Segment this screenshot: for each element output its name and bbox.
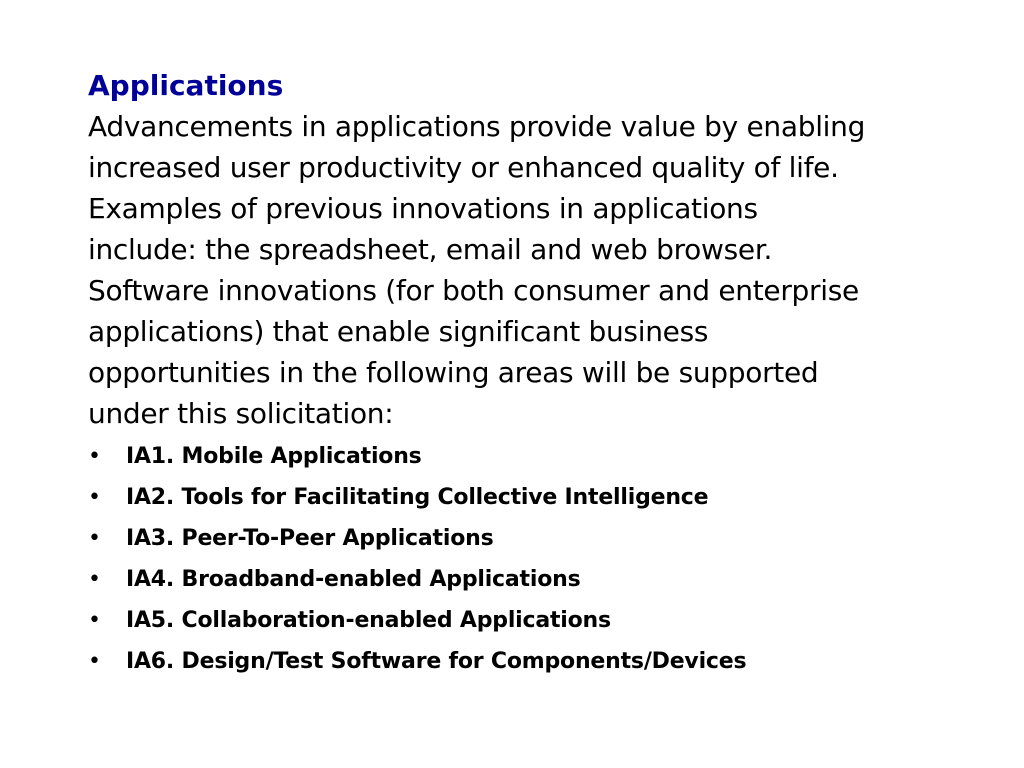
bullet-dot-icon: • <box>88 444 101 469</box>
body-line: include: the spreadsheet, email and web browser. <box>88 233 773 266</box>
bullet-item <box>88 444 964 485</box>
bullet-item <box>88 485 964 526</box>
bullet-item <box>88 608 964 649</box>
body-line: Software innovations (for both consumer and enterprise <box>88 274 859 307</box>
bullet-text: IA3. Peer-To-Peer Applications <box>126 526 494 551</box>
body-line: Examples of previous innovations in applications <box>88 192 758 225</box>
bullet-item <box>88 649 964 690</box>
bullet-dot-icon: • <box>88 485 101 510</box>
bullet-text: IA5. Collaboration-enabled Applications <box>126 608 611 633</box>
bullet-dot-icon: • <box>88 649 101 674</box>
body-line: under this solicitation: <box>88 397 394 430</box>
bullet-dot-icon: • <box>88 608 101 633</box>
body-line: Advancements in applications provide value by enabling <box>88 110 866 143</box>
slide-heading: Applications <box>88 69 284 102</box>
bullet-text: IA2. Tools for Facilitating Collective Intelligence <box>126 485 709 510</box>
body-paragraph <box>88 106 964 434</box>
bullet-dot-icon: • <box>88 567 101 592</box>
bullet-text: IA6. Design/Test Software for Components/Devices <box>126 649 747 674</box>
body-line: increased user productivity or enhanced quality of life. <box>88 151 839 184</box>
bullet-item <box>88 567 964 608</box>
bullet-text: IA4. Broadband-enabled Applications <box>126 567 581 592</box>
bullet-list <box>88 444 964 690</box>
bullet-dot-icon: • <box>88 526 101 551</box>
bullet-text: IA1. Mobile Applications <box>126 444 422 469</box>
bullet-item <box>88 526 964 567</box>
body-line: opportunities in the following areas will be supported <box>88 356 819 389</box>
body-line: applications) that enable significant business <box>88 315 709 348</box>
